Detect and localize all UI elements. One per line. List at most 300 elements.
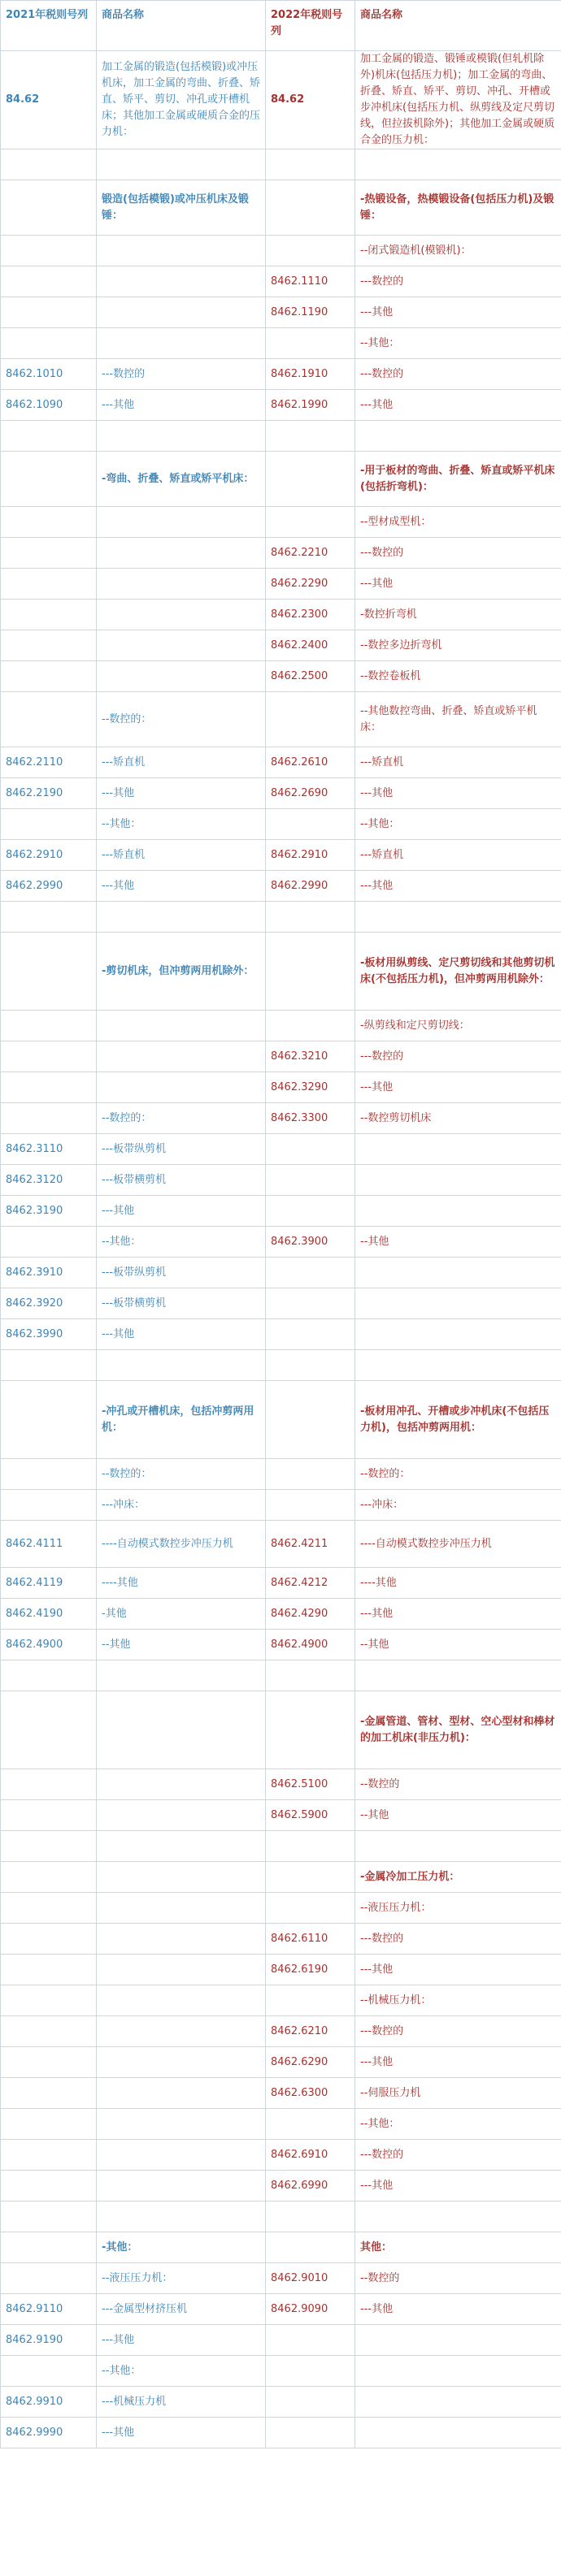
name-2022-cell: [355, 2387, 561, 2418]
code-2022-cell: 8462.2210: [266, 538, 355, 569]
name-2022-cell: 其他：: [355, 2232, 561, 2263]
name-2022-cell: --其他: [355, 1227, 561, 1258]
code-2022-cell: [266, 2109, 355, 2140]
name-2022-cell: ---其他: [355, 2294, 561, 2325]
name-2021-cell: ---板带横剪机: [97, 1165, 266, 1196]
code-2021-cell: [1, 297, 97, 328]
table-row: [1, 2109, 561, 2140]
name-2022-cell: --其他：: [355, 328, 561, 359]
code-2021-cell: [1, 236, 97, 266]
name-2022-cell: ---其他: [355, 390, 561, 421]
table-row: [1, 180, 561, 236]
code-2021-cell: 8462.3120: [1, 1165, 97, 1196]
table-row: [1, 1258, 561, 1288]
table-row: [1, 2387, 561, 2418]
name-2022-cell: ---其他: [355, 2047, 561, 2078]
code-2021-cell: [1, 600, 97, 630]
name-2021-cell: --数控的：: [97, 1459, 266, 1490]
code-2022-cell: [266, 1319, 355, 1350]
table-row: [1, 630, 561, 661]
table-row: [1, 1196, 561, 1227]
code-2022-cell: 8462.6990: [266, 2171, 355, 2202]
code-2021-cell: [1, 2078, 97, 2109]
name-2021-cell: [97, 630, 266, 661]
code-2021-cell: [1, 661, 97, 692]
table-row: [1, 1955, 561, 1985]
table-row: [1, 871, 561, 902]
name-2021-cell: [97, 266, 266, 297]
table-row: [1, 390, 561, 421]
table-row: [1, 747, 561, 778]
name-2021-cell: [97, 1862, 266, 1893]
name-2021-cell: [97, 538, 266, 569]
name-2022-cell: 加工金属的锻造、锻锤或模锻(但轧机除外)机床(包括压力机)；加工金属的弯曲、折叠、矫直、矫平、剪切、冲孔、开槽或步冲机床(包括压力机、纵剪线及定尺剪切线，但拉拔机除外)；其他加工金属或硬质合金的压力机：: [355, 51, 561, 149]
name-2022-cell: [355, 1258, 561, 1288]
name-2022-cell: [355, 2202, 561, 2232]
code-2022-cell: [266, 1165, 355, 1196]
table-row: [1, 297, 561, 328]
name-2022-cell: ---其他: [355, 2171, 561, 2202]
code-2022-cell: [266, 1831, 355, 1862]
code-2021-cell: [1, 507, 97, 538]
name-2022-cell: [355, 2356, 561, 2387]
name-2022-cell: -板材用纵剪线、定尺剪切线和其他剪切机床(不包括压力机)，但冲剪两用机除外：: [355, 933, 561, 1011]
code-2022-cell: [266, 1134, 355, 1165]
code-2022-cell: [266, 328, 355, 359]
name-2022-cell: [355, 421, 561, 452]
code-2021-cell: [1, 452, 97, 507]
name-2021-cell: [97, 1924, 266, 1955]
table-row: [1, 1165, 561, 1196]
table-row: [1, 149, 561, 180]
table-row: [1, 2202, 561, 2232]
code-2022-cell: [266, 452, 355, 507]
table-row: [1, 2078, 561, 2109]
table-row: [1, 2356, 561, 2387]
name-2021-cell: [97, 569, 266, 600]
name-2022-cell: ---其他: [355, 1599, 561, 1630]
name-2021-cell: 加工金属的锻造(包括模锻)或冲压机床，加工金属的弯曲、折叠、矫直、矫平、剪切、冲孔或开槽机床；其他加工金属或硬质合金的压力机：: [97, 51, 266, 149]
table-row: [1, 507, 561, 538]
code-2021-cell: 8462.2110: [1, 747, 97, 778]
table-row: [1, 1568, 561, 1599]
table-row: [1, 1985, 561, 2016]
code-2022-cell: [266, 1459, 355, 1490]
name-2022-cell: ---数控的: [355, 359, 561, 390]
table-row: [1, 692, 561, 747]
name-2021-cell: ---矫直机: [97, 840, 266, 871]
name-2021-cell: ---数控的: [97, 359, 266, 390]
table-row: [1, 1831, 561, 1862]
code-2022-cell: 8462.3900: [266, 1227, 355, 1258]
name-2021-cell: [97, 1985, 266, 2016]
name-2022-cell: -热锻设备，热模锻设备(包括压力机)及锻锤：: [355, 180, 561, 236]
table-row: [1, 1072, 561, 1103]
code-2022-cell: 8462.1990: [266, 390, 355, 421]
code-2022-cell: 8462.4211: [266, 1521, 355, 1568]
name-2021-cell: [97, 902, 266, 933]
table-header-row: [1, 1, 561, 51]
code-2022-cell: [266, 1258, 355, 1288]
table-row: [1, 1769, 561, 1800]
table-row: [1, 2294, 561, 2325]
code-2021-cell: [1, 1072, 97, 1103]
name-2021-cell: ---板带纵剪机: [97, 1258, 266, 1288]
table-row: [1, 1041, 561, 1072]
code-2022-cell: [266, 809, 355, 840]
table-row: [1, 421, 561, 452]
name-2021-cell: --其他：: [97, 809, 266, 840]
name-2022-cell: --机械压力机：: [355, 1985, 561, 2016]
code-2021-cell: 8462.1010: [1, 359, 97, 390]
name-2021-cell: ---矫直机: [97, 747, 266, 778]
code-2022-cell: 8462.3290: [266, 1072, 355, 1103]
table-row: [1, 661, 561, 692]
name-2021-cell: 锻造(包括模锻)或冲压机床及锻锤：: [97, 180, 266, 236]
name-2022-cell: [355, 1134, 561, 1165]
table-row: [1, 1134, 561, 1165]
code-2022-cell: [266, 1862, 355, 1893]
name-2021-cell: [97, 661, 266, 692]
name-2021-cell: [97, 1660, 266, 1691]
code-2021-cell: [1, 1660, 97, 1691]
code-2022-cell: [266, 1350, 355, 1381]
code-2021-cell: [1, 1490, 97, 1521]
code-2022-cell: [266, 180, 355, 236]
name-2022-cell: [355, 2325, 561, 2356]
name-2021-cell: [97, 2016, 266, 2047]
code-2022-cell: 8462.4900: [266, 1630, 355, 1660]
table-row: [1, 569, 561, 600]
name-2021-cell: --其他：: [97, 2356, 266, 2387]
name-2022-cell: -用于板材的弯曲、折叠、矫直或矫平机床(包括折弯机)：: [355, 452, 561, 507]
name-2022-cell: --数控卷板机: [355, 661, 561, 692]
name-2021-cell: [97, 1691, 266, 1769]
code-2022-cell: 8462.6300: [266, 2078, 355, 2109]
code-2021-cell: [1, 1103, 97, 1134]
name-2021-cell: ---其他: [97, 2418, 266, 2448]
code-2022-cell: [266, 2325, 355, 2356]
header-2021-name: 商品名称: [97, 1, 266, 51]
header-2022-name: 商品名称: [355, 1, 561, 51]
table-row: [1, 266, 561, 297]
code-2021-cell: [1, 569, 97, 600]
name-2021-cell: [97, 1955, 266, 1985]
name-2021-cell: [97, 297, 266, 328]
name-2021-cell: ---其他: [97, 871, 266, 902]
name-2021-cell: ---其他: [97, 1196, 266, 1227]
code-2022-cell: 8462.2610: [266, 747, 355, 778]
table-row: [1, 1319, 561, 1350]
name-2021-cell: [97, 421, 266, 452]
code-2021-cell: [1, 2202, 97, 2232]
code-2021-cell: [1, 902, 97, 933]
table-row: [1, 452, 561, 507]
code-2022-cell: [266, 1381, 355, 1459]
name-2022-cell: ---其他: [355, 871, 561, 902]
name-2021-cell: ---板带横剪机: [97, 1288, 266, 1319]
code-2022-cell: 8462.9090: [266, 2294, 355, 2325]
code-2021-cell: [1, 1924, 97, 1955]
code-2022-cell: [266, 507, 355, 538]
name-2022-cell: [355, 1660, 561, 1691]
name-2021-cell: -剪切机床，但冲剪两用机除外：: [97, 933, 266, 1011]
name-2021-cell: [97, 2171, 266, 2202]
code-2022-cell: 8462.2910: [266, 840, 355, 871]
name-2021-cell: [97, 2202, 266, 2232]
table-row: [1, 1288, 561, 1319]
name-2021-cell: ----其他: [97, 1568, 266, 1599]
code-2021-cell: 8462.3190: [1, 1196, 97, 1227]
code-2022-cell: [266, 2418, 355, 2448]
name-2022-cell: --数控多边折弯机: [355, 630, 561, 661]
table-row: [1, 1599, 561, 1630]
code-2021-cell: [1, 2140, 97, 2171]
name-2021-cell: -弯曲、折叠、矫直或矫平机床：: [97, 452, 266, 507]
code-2022-cell: [266, 2356, 355, 2387]
header-2021-code: 2021年税则号列: [1, 1, 97, 51]
name-2022-cell: ----其他: [355, 1568, 561, 1599]
name-2022-cell: -纵剪线和定尺剪切线：: [355, 1011, 561, 1041]
code-2021-cell: 8462.2190: [1, 778, 97, 809]
table-row: [1, 538, 561, 569]
code-2022-cell: [266, 933, 355, 1011]
code-2021-cell: [1, 933, 97, 1011]
name-2021-cell: ---其他: [97, 1319, 266, 1350]
name-2022-cell: --伺服压力机: [355, 2078, 561, 2109]
table-row: [1, 359, 561, 390]
table-row: [1, 1490, 561, 1521]
table-row: [1, 51, 561, 149]
name-2021-cell: -其他：: [97, 2232, 266, 2263]
name-2022-cell: [355, 1319, 561, 1350]
code-2022-cell: [266, 902, 355, 933]
code-2022-cell: 8462.1190: [266, 297, 355, 328]
name-2021-cell: [97, 1800, 266, 1831]
code-2021-cell: [1, 266, 97, 297]
table-row: [1, 1630, 561, 1660]
name-2021-cell: [97, 1831, 266, 1862]
name-2021-cell: [97, 2140, 266, 2171]
code-2021-cell: 8462.9910: [1, 2387, 97, 2418]
name-2022-cell: --数控的：: [355, 1459, 561, 1490]
table-row: [1, 902, 561, 933]
code-2022-cell: 8462.2290: [266, 569, 355, 600]
name-2022-cell: -金属冷加工压力机：: [355, 1862, 561, 1893]
code-2022-cell: 8462.1910: [266, 359, 355, 390]
name-2021-cell: -其他: [97, 1599, 266, 1630]
code-2021-cell: [1, 2232, 97, 2263]
name-2022-cell: -板材用冲孔、开槽或步冲机床(不包括压力机)，包括冲剪两用机：: [355, 1381, 561, 1459]
name-2022-cell: --液压压力机：: [355, 1893, 561, 1924]
name-2022-cell: [355, 149, 561, 180]
code-2022-cell: 8462.2300: [266, 600, 355, 630]
code-2022-cell: 8462.5900: [266, 1800, 355, 1831]
code-2021-cell: [1, 2016, 97, 2047]
code-2022-cell: [266, 2387, 355, 2418]
code-2021-cell: 84.62: [1, 51, 97, 149]
name-2022-cell: ---数控的: [355, 2016, 561, 2047]
code-2021-cell: [1, 630, 97, 661]
code-2021-cell: 8462.4111: [1, 1521, 97, 1568]
code-2021-cell: 8462.3110: [1, 1134, 97, 1165]
table-row: [1, 2140, 561, 2171]
table-row: [1, 1800, 561, 1831]
code-2021-cell: [1, 1769, 97, 1800]
name-2022-cell: ---其他: [355, 1955, 561, 1985]
code-2021-cell: 8462.3920: [1, 1288, 97, 1319]
name-2021-cell: [97, 1041, 266, 1072]
name-2021-cell: --数控的：: [97, 1103, 266, 1134]
code-2021-cell: 8462.3910: [1, 1258, 97, 1288]
code-2022-cell: 8462.6910: [266, 2140, 355, 2171]
table-row: [1, 236, 561, 266]
code-2021-cell: [1, 1350, 97, 1381]
code-2022-cell: 8462.6110: [266, 1924, 355, 1955]
code-2022-cell: 8462.2500: [266, 661, 355, 692]
code-2021-cell: 8462.3990: [1, 1319, 97, 1350]
code-2021-cell: [1, 421, 97, 452]
name-2021-cell: [97, 2047, 266, 2078]
code-2022-cell: [266, 149, 355, 180]
code-2022-cell: 8462.2400: [266, 630, 355, 661]
name-2022-cell: --其他：: [355, 2109, 561, 2140]
name-2022-cell: --其他: [355, 1800, 561, 1831]
code-2022-cell: [266, 1985, 355, 2016]
name-2021-cell: [97, 1769, 266, 1800]
name-2022-cell: ---矫直机: [355, 840, 561, 871]
code-2022-cell: 8462.2690: [266, 778, 355, 809]
code-2021-cell: [1, 1831, 97, 1862]
code-2021-cell: [1, 1955, 97, 1985]
name-2022-cell: --闭式锻造机(模锻机)：: [355, 236, 561, 266]
name-2022-cell: --数控的: [355, 1769, 561, 1800]
table-row: [1, 1691, 561, 1769]
code-2022-cell: [266, 236, 355, 266]
name-2022-cell: ---其他: [355, 569, 561, 600]
name-2021-cell: [97, 2109, 266, 2140]
code-2021-cell: [1, 1011, 97, 1041]
table-row: [1, 2171, 561, 2202]
code-2021-cell: [1, 2356, 97, 2387]
table-row: [1, 1924, 561, 1955]
table-row: [1, 933, 561, 1011]
code-2021-cell: [1, 692, 97, 747]
name-2022-cell: ---冲床：: [355, 1490, 561, 1521]
code-2021-cell: [1, 1459, 97, 1490]
name-2022-cell: [355, 1165, 561, 1196]
code-2022-cell: 8462.3210: [266, 1041, 355, 1072]
code-2022-cell: 8462.6210: [266, 2016, 355, 2047]
name-2022-cell: ---其他: [355, 778, 561, 809]
code-2022-cell: [266, 1196, 355, 1227]
code-2021-cell: [1, 1893, 97, 1924]
name-2022-cell: -金属管道、管材、型材、空心型材和棒材的加工机床(非压力机)：: [355, 1691, 561, 1769]
name-2021-cell: [97, 1893, 266, 1924]
code-2021-cell: [1, 328, 97, 359]
code-2022-cell: 8462.4290: [266, 1599, 355, 1630]
name-2021-cell: [97, 236, 266, 266]
table-row: [1, 2232, 561, 2263]
code-2022-cell: [266, 2232, 355, 2263]
code-2022-cell: [266, 1011, 355, 1041]
name-2022-cell: ---其他: [355, 1072, 561, 1103]
table-row: [1, 2325, 561, 2356]
code-2021-cell: [1, 1985, 97, 2016]
name-2021-cell: [97, 600, 266, 630]
table-row: [1, 2418, 561, 2448]
header-2022-code: 2022年税则号列: [266, 1, 355, 51]
table-row: [1, 1862, 561, 1893]
code-2021-cell: [1, 2047, 97, 2078]
table-row: [1, 600, 561, 630]
name-2022-cell: ---数控的: [355, 266, 561, 297]
code-2021-cell: [1, 1041, 97, 1072]
name-2022-cell: ---数控的: [355, 538, 561, 569]
name-2021-cell: ---其他: [97, 2325, 266, 2356]
code-2021-cell: 8462.4190: [1, 1599, 97, 1630]
code-2021-cell: [1, 1800, 97, 1831]
name-2022-cell: [355, 902, 561, 933]
name-2021-cell: ---金属型材挤压机: [97, 2294, 266, 2325]
code-2021-cell: [1, 2263, 97, 2294]
code-2022-cell: [266, 2202, 355, 2232]
code-2021-cell: [1, 1691, 97, 1769]
name-2022-cell: [355, 1288, 561, 1319]
name-2021-cell: [97, 149, 266, 180]
name-2021-cell: [97, 1350, 266, 1381]
table-row: [1, 809, 561, 840]
code-2021-cell: 8462.2910: [1, 840, 97, 871]
name-2021-cell: --数控的：: [97, 692, 266, 747]
name-2022-cell: [355, 1196, 561, 1227]
name-2021-cell: ----自动模式数控步冲压力机: [97, 1521, 266, 1568]
code-2022-cell: 8462.2990: [266, 871, 355, 902]
name-2021-cell: ---其他: [97, 778, 266, 809]
code-2022-cell: 8462.4212: [266, 1568, 355, 1599]
code-2021-cell: [1, 538, 97, 569]
name-2022-cell: --其他: [355, 1630, 561, 1660]
code-2021-cell: [1, 809, 97, 840]
code-2022-cell: 8462.5100: [266, 1769, 355, 1800]
code-2021-cell: 8462.4119: [1, 1568, 97, 1599]
code-2021-cell: [1, 2171, 97, 2202]
code-2022-cell: 8462.6190: [266, 1955, 355, 1985]
name-2021-cell: -冲孔或开槽机床，包括冲剪两用机：: [97, 1381, 266, 1459]
code-2022-cell: [266, 421, 355, 452]
table-body: [1, 51, 561, 2448]
name-2022-cell: [355, 1831, 561, 1862]
code-2022-cell: 8462.1110: [266, 266, 355, 297]
table-row: [1, 2047, 561, 2078]
code-2021-cell: 8462.9110: [1, 2294, 97, 2325]
table-row: [1, 1227, 561, 1258]
code-2021-cell: [1, 2109, 97, 2140]
table-row: [1, 328, 561, 359]
code-2021-cell: 8462.9990: [1, 2418, 97, 2448]
code-2021-cell: [1, 149, 97, 180]
name-2021-cell: [97, 328, 266, 359]
table-row: [1, 1459, 561, 1490]
table-row: [1, 840, 561, 871]
name-2022-cell: ---数控的: [355, 1924, 561, 1955]
code-2022-cell: [266, 1660, 355, 1691]
name-2021-cell: [97, 2078, 266, 2109]
code-2022-cell: 84.62: [266, 51, 355, 149]
code-2021-cell: 8462.1090: [1, 390, 97, 421]
name-2022-cell: ----自动模式数控步冲压力机: [355, 1521, 561, 1568]
name-2022-cell: ---数控的: [355, 1041, 561, 1072]
